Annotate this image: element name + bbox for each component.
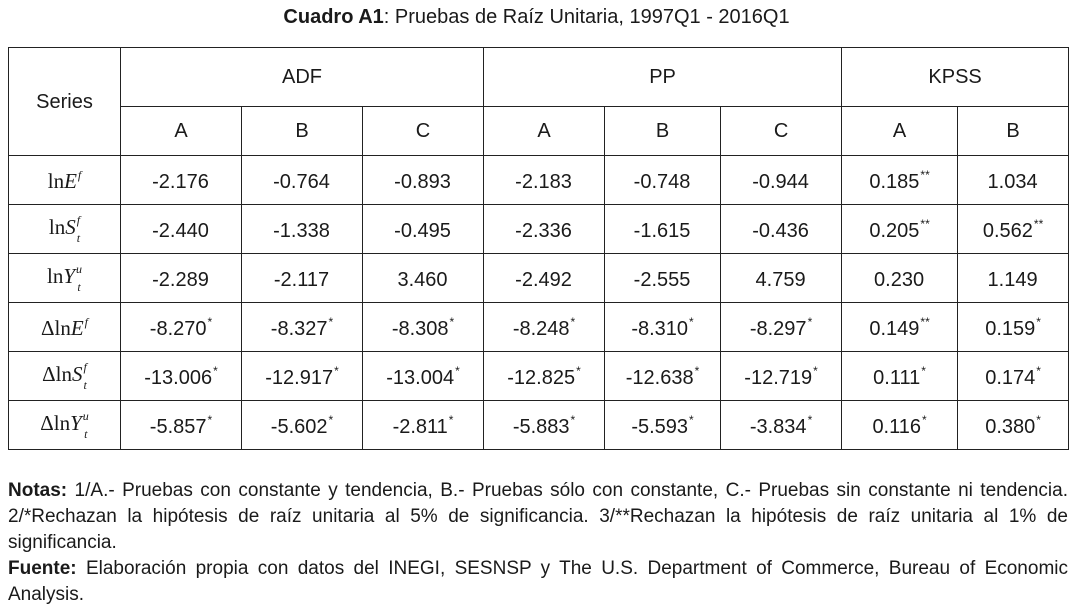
table-cell [958,401,1069,450]
cell-value: -5.883 [512,415,570,438]
notes-label: Notas: [8,480,68,501]
source-paragraph [8,556,1068,608]
series-variable: E [70,315,84,340]
caption-label: Cuadro A1 [283,6,384,28]
cell-value: -13.004 [386,366,455,389]
cell-value: -0.495 [394,219,451,242]
cell-value: -12.825 [507,366,576,389]
subcol-header: A [121,107,242,156]
table-cell [605,303,721,352]
cell-value: 0.205 [869,219,920,242]
series-function: ln [48,214,66,239]
significance-mark: * [807,412,813,427]
significance-mark: * [921,363,926,378]
series-variable: S [72,361,83,386]
significance-mark: * [689,314,694,329]
significance-mark: * [448,412,454,427]
table-cell [721,352,842,401]
cell-value: 1.149 [987,268,1038,291]
table-cell [242,352,363,401]
cell-value: -8.248 [512,317,570,340]
significance-mark: * [207,412,213,427]
cell-value: -0.893 [394,170,451,193]
table-cell [363,254,484,303]
series-variable: S [65,214,76,239]
series-function: ln [55,361,72,386]
series-scripts [84,361,87,391]
series-label [9,254,121,303]
series-function: ln [47,168,65,193]
significance-mark: * [334,363,339,378]
significance-mark: ** [920,167,930,182]
series-label [9,401,121,450]
series-scripts [83,410,89,440]
table-cell [721,156,842,205]
cell-value: -8.310 [631,317,689,340]
subcol-header: C [721,107,842,156]
significance-mark: * [449,314,455,329]
series-prefix: Δ [40,315,55,340]
table-row [9,254,1069,303]
series-label [9,205,121,254]
cell-value: -5.857 [149,415,207,438]
source-text: Elaboración propia con datos del INEGI, SESNSP y The U.S. Department of Commerce, Bureau of Economic Analysis. [8,558,1068,605]
cell-value: -8.297 [749,317,807,340]
cell-value: 0.149 [869,317,920,340]
table-cell [242,156,363,205]
table-cell [121,303,242,352]
table-cell [721,254,842,303]
table-cell [842,303,958,352]
table-cell [121,352,242,401]
table-cell [484,303,605,352]
unit-root-table [8,47,1069,450]
series-function: ln [53,410,71,435]
cell-value: -0.764 [273,170,330,193]
cell-value: 0.562 [982,219,1033,242]
series-superscript: f [76,213,81,227]
table-cell [721,401,842,450]
series-scripts [76,263,82,293]
table-cell [958,205,1069,254]
series-variable: Y [70,410,82,435]
significance-mark: * [576,363,581,378]
table-row [9,352,1069,401]
cell-value: 4.759 [755,268,806,291]
significance-mark: * [694,363,700,378]
table-cell [958,156,1069,205]
significance-mark: ** [920,314,930,329]
series-subscript: t [83,378,87,392]
significance-mark: * [1036,363,1041,378]
subcol-header: A [484,107,605,156]
cell-value: 0.159 [985,317,1036,340]
series-subscript: t [77,280,81,294]
series-label [9,303,121,352]
series-prefix: Δ [40,410,54,435]
table-cell [958,352,1069,401]
significance-mark: * [689,412,694,427]
series-header: Series [9,48,121,156]
table-cell [121,254,242,303]
significance-mark: * [1036,314,1041,329]
group-header-adf: ADF [121,48,484,107]
cell-value: -2.183 [515,170,572,193]
cell-value: -8.327 [270,317,328,340]
group-header-kpss: KPSS [842,48,1069,107]
series-variable: E [64,168,77,193]
table-cell [363,401,484,450]
significance-mark: * [1036,412,1041,427]
table-cell [363,156,484,205]
table-cell [721,303,842,352]
cell-value: -3.834 [749,415,807,438]
table-cell [363,303,484,352]
table-row [9,205,1069,254]
table-cell [242,205,363,254]
notes-text: 1/A.- Pruebas con constante y tendencia, B.- Pruebas sólo con constante, C.- Pruebas sin constante ni tendencia. 2/*Rechazan la hipótesis de raíz unitaria al 5% de significancia. 3/**Rechazan la hipótesis de raíz unitaria al 1% de significancia. [8,480,1068,553]
significance-mark: * [328,412,334,427]
caption-text: : Pruebas de Raíz Unitaria, 1997Q1 - 2016Q1 [383,6,790,28]
significance-mark: ** [1033,216,1044,231]
series-superscript: f [84,314,89,329]
table-cell [605,156,721,205]
significance-mark: * [207,314,213,329]
cell-value: -1.615 [633,219,691,242]
series-label [9,352,121,401]
cell-value: -12.719 [744,366,813,389]
table-cell [121,205,242,254]
series-label [9,156,121,205]
table-cell [605,254,721,303]
group-header-pp: PP [484,48,842,107]
table-cell [242,254,363,303]
cell-value: 0.174 [985,366,1036,389]
series-superscript: f [83,360,87,374]
table-notes [8,478,1068,608]
table-cell [605,205,721,254]
cell-value: -0.944 [752,170,809,193]
series-subscript: t [76,231,81,245]
cell-value: -2.440 [152,219,209,242]
table-cell [842,401,958,450]
cell-value: 0.116 [872,415,922,438]
series-variable: Y [63,263,76,288]
table-cell [605,352,721,401]
table-cell [842,156,958,205]
cell-value: 0.185 [869,170,920,193]
significance-mark: ** [920,216,930,231]
cell-value: -2.555 [633,268,691,291]
cell-value: -1.338 [273,219,330,242]
significance-mark: * [570,412,576,427]
table-cell [484,254,605,303]
cell-value: -8.270 [149,317,207,340]
series-scripts [77,214,80,244]
cell-value: -2.492 [515,268,572,291]
table-cell [842,205,958,254]
significance-mark: * [813,363,818,378]
cell-value: -2.117 [273,268,330,291]
cell-value: 0.380 [985,415,1036,438]
table-cell [242,401,363,450]
series-function: ln [46,263,64,288]
cell-value: -13.006 [144,366,213,389]
series-superscript: f [77,167,82,182]
cell-value: -5.602 [270,415,328,438]
table-caption [0,6,1073,29]
table-cell [121,401,242,450]
table-cell [842,254,958,303]
table-row [9,401,1069,450]
cell-value: -0.436 [752,219,809,242]
source-label: Fuente: [8,558,77,579]
table-cell [363,205,484,254]
series-function: ln [54,315,71,340]
series-prefix: Δ [42,361,56,386]
significance-mark: * [328,314,334,329]
subcol-header: C [363,107,484,156]
series-superscript: u [76,262,83,276]
significance-mark: * [807,314,813,329]
table-cell [484,205,605,254]
cell-value: -8.308 [391,317,449,340]
table-cell [958,254,1069,303]
table-cell [958,303,1069,352]
table-cell [121,156,242,205]
significance-mark: * [922,412,927,427]
cell-value: -2.176 [152,170,209,193]
cell-value: -0.748 [633,170,691,193]
cell-value: 1.034 [987,170,1038,193]
cell-value: 0.111 [873,366,921,389]
cell-value: -2.336 [515,219,572,242]
notes-paragraph [8,478,1068,556]
table-cell [842,352,958,401]
cell-value: -2.289 [152,268,209,291]
series-subscript: t [84,427,88,441]
table-cell [242,303,363,352]
subcol-header: A [842,107,958,156]
table-cell [484,156,605,205]
significance-mark: * [570,314,576,329]
table-cell [605,401,721,450]
table-cell [721,205,842,254]
significance-mark: * [213,363,218,378]
subcol-header: B [242,107,363,156]
cell-value: -12.917 [265,366,334,389]
cell-value: -12.638 [625,366,694,389]
subcol-header: B [605,107,721,156]
table-row [9,156,1069,205]
series-superscript: u [82,409,89,423]
cell-value: -5.593 [631,415,689,438]
significance-mark: * [455,363,460,378]
subcol-header: B [958,107,1069,156]
table-row [9,303,1069,352]
table-cell [363,352,484,401]
table-cell [484,401,605,450]
table-cell [484,352,605,401]
cell-value: 0.230 [874,268,925,291]
cell-value: 3.460 [397,268,448,291]
cell-value: -2.811 [392,415,448,438]
